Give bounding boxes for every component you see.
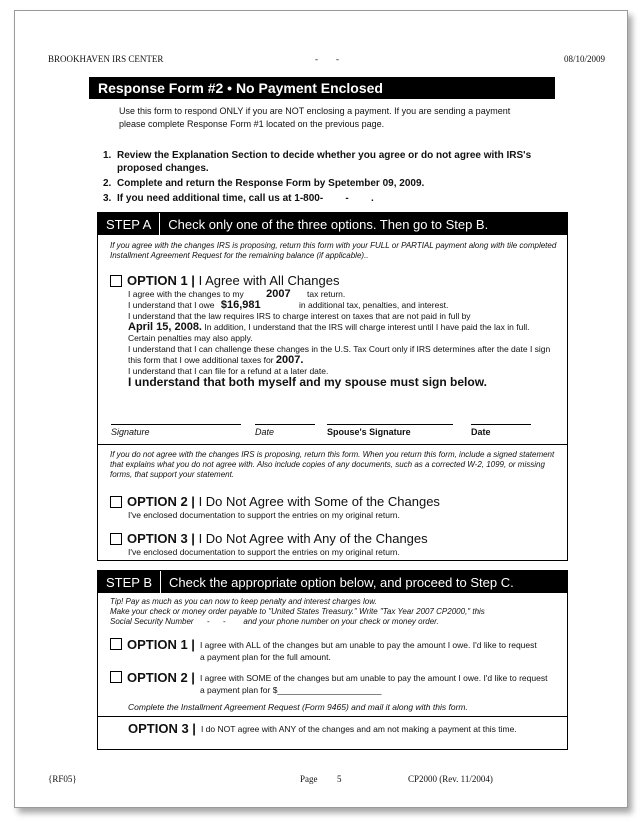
spouse-date-line[interactable]: Date xyxy=(471,424,531,437)
form-code: {RF05} xyxy=(48,774,77,784)
option-3-checkbox[interactable] xyxy=(110,533,122,545)
step-a-option-1[interactable]: OPTION 1 | I Agree with All Changes xyxy=(110,273,339,288)
step-a-label: STEP A xyxy=(98,213,160,235)
step-b-option-1-checkbox[interactable] xyxy=(110,638,122,650)
step-b-option-2-checkbox[interactable] xyxy=(110,671,122,683)
option-1-terms: I agree with the changes to my 2007 tax return. I understand that I owe $16,981 in additional tax, penalties, and interest. I understand that the law requires IRS to charge interest on taxes that are not paid in full by April 15, 2008. In addition, I understand that the IRS will charge interest until I have paid the lax in full. Certain penalties may also apply. I understand that I can challenge these changes in the U.S. Tax Court only if IRS determines after the date I sign this form that I owe additional taxes for 2007. I understand that I can file for a refund at a later date. I understand that both myself and my spouse must sign below. xyxy=(128,288,551,389)
step-a-option-2[interactable]: OPTION 2 | I Do Not Agree with Some of the Changes xyxy=(110,494,440,509)
form-intro: Use this form to respond ONLY if you are NOT enclosing a payment. If you are sending a payment please complete Response Form #1 located on the previous page. xyxy=(119,106,511,129)
header-dashes: - - xyxy=(315,54,339,64)
instruction-item: 1. Review the Explanation Section to decide whether you agree or do not agree with IRS's proposed changes. xyxy=(103,150,532,174)
option-2-checkbox[interactable] xyxy=(110,496,122,508)
instruction-item: 2. Complete and return the Response Form by Spetember 09, 2009. xyxy=(103,178,425,189)
step-a-heading: Check only one of the three options. Then go to Step B. xyxy=(168,216,489,232)
option-3-note: I've enclosed documentation to support the entries on my original return. xyxy=(128,547,400,557)
irs-center-name: BROOKHAVEN IRS CENTER xyxy=(48,54,164,64)
step-b-tips: Tip! Pay as much as you can now to keep penalty and interest charges low. Make your check or money order payable to "United States Treasury." Write "Tax Year 2007 CP2000," this Social Security Number - - and your phone number on your check or money order. xyxy=(110,597,485,626)
section-divider xyxy=(98,716,567,717)
form-title: Response Form #2 • No Payment Enclosed xyxy=(89,77,555,99)
form-revision: CP2000 (Rev. 11/2004) xyxy=(408,774,493,784)
section-divider xyxy=(98,444,567,445)
step-a-option-3[interactable]: OPTION 3 | I Do Not Agree with Any of the Changes xyxy=(110,531,428,546)
document-page xyxy=(14,10,628,808)
page-number: 5 xyxy=(337,774,342,784)
step-b-heading: Check the appropriate option below, and proceed to Step C. xyxy=(169,574,514,590)
step-a-section xyxy=(97,212,568,561)
step-a-disagree-intro: If you do not agree with the changes IRS is proposing, return this form. When you return this form, include a signed statement that explains what you do not agree with. Also include copies of any documents, such as a corrected W-2, 1099, or missing forms, that support your statement. xyxy=(110,450,555,479)
spouse-signature-line[interactable]: Spouse's Signature xyxy=(327,424,453,437)
option-1-checkbox[interactable] xyxy=(110,275,122,287)
step-b-label: STEP B xyxy=(98,571,161,593)
instruction-item: 3. If you need additional time, call us at 1-800- - . xyxy=(103,193,374,204)
date-line[interactable]: Date xyxy=(255,424,315,437)
step-b-option-3: OPTION 3 | I do NOT agree with ANY of the changes and am not making a payment at this time. xyxy=(128,721,517,736)
page-label: Page xyxy=(300,774,318,784)
installment-note: Complete the Installment Agreement Request (Form 9465) and mail it along with this form. xyxy=(128,702,468,712)
step-b-option-2[interactable]: OPTION 2 | I agree with SOME of the changes but am unable to pay the amount I owe. I'd like to request a payment plan for $______________________ xyxy=(110,670,550,696)
step-b-section xyxy=(97,570,568,750)
step-b-bar xyxy=(98,571,567,593)
step-b-option-1[interactable]: OPTION 1 | I agree with ALL of the changes but am unable to pay the amount I owe. I'd like to request a payment plan for the full amount. xyxy=(110,637,540,663)
step-a-agree-intro: If you agree with the changes IRS is proposing, return this form with your FULL or PARTIAL payment along with tile completed Installment Agreement Request for the remaining balance (if applicable).. xyxy=(110,241,557,260)
instruction-list xyxy=(103,149,563,207)
signature-line[interactable]: Signature xyxy=(111,424,241,437)
header-date: 08/10/2009 xyxy=(563,54,605,64)
step-a-bar xyxy=(98,213,567,235)
option-2-note: I've enclosed documentation to support the entries on my original return. xyxy=(128,510,400,520)
